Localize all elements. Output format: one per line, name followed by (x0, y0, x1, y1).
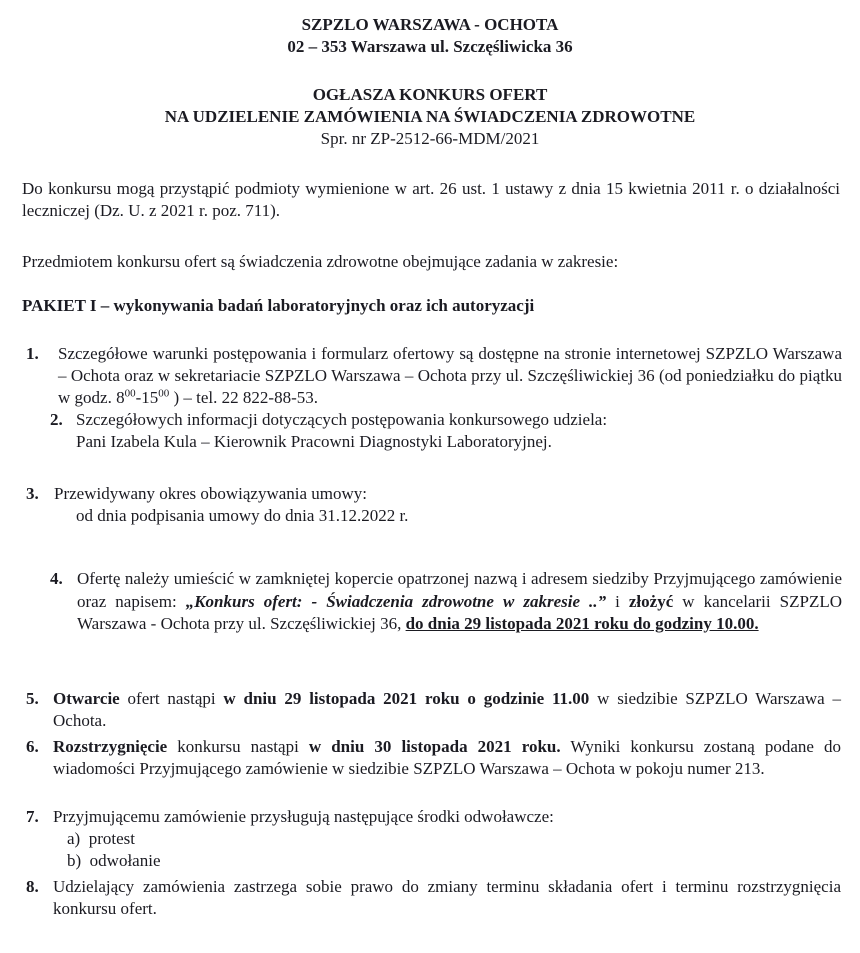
item-7-text: Przyjmującemu zamówienie przysługują następujące środki odwoławcze: a) protest b) odwołanie (53, 806, 841, 872)
org-name: SZPZLO WARSZAWA - OCHOTA (301, 15, 559, 34)
header-block (0, 14, 860, 58)
item-8-number: 8. (26, 877, 39, 896)
item-5-text: Otwarcie ofert nastąpi w dniu 29 listopada 2021 roku o godzinie 11.00 w siedzibie SZPZLO Warszawa – Ochota. (53, 689, 841, 730)
package-prefix: PAKIET I (22, 296, 97, 315)
item-1-text: Szczegółowe warunki postępowania i formularz ofertowy są dostępne na stronie internetowej SZPZLO Warszawa – Ochota oraz w sekretariacie SZPZLO Warszawa – Ochota przy ul. Szczęśliwickiej 36 (od poniedziałku do piątku w godz. $8^{00}-15^{00}$ ) – tel. 22 822-88-53. (58, 344, 842, 407)
item-2-text: Szczegółowych informacji dotyczących postępowania konkursowego udziela: Pani Izabela Kula – Kierownik Pracowni Diagnostyki Laboratoryjnej. (76, 410, 608, 451)
announcement-title: OGŁASZA KONKURS OFERT (312, 85, 548, 104)
subject-paragraph: Przedmiotem konkursu ofert są świadczenia zdrowotne obejmujące zadania w zakresie: (22, 252, 619, 271)
announcement-subject: NA UDZIELENIE ZAMÓWIENIA NA ŚWIADCZENIA ZDROWOTNE (164, 107, 696, 126)
deadline-text: do dnia 29 listopada 2021 roku do godziny 10.00. (405, 614, 759, 633)
item-6-text: Rozstrzygnięcie konkursu nastąpi w dniu 30 listopada 2021 roku. Wyniki konkursu zostaną podane do wiadomości Przyjmującego zamówienie w siedzibie SZPZLO Warszawa – Ochota w pokoju numer 213. (53, 737, 841, 778)
announcement-block (0, 84, 860, 150)
item-2-number: 2. (50, 410, 63, 429)
package-description: – wykonywania badań laboratoryjnych oraz ich autoryzacji (96, 296, 535, 315)
item-8-text: Udzielający zamówienia zastrzega sobie prawo do zmiany terminu składania ofert i terminu rozstrzygnięcia konkursu ofert. (53, 877, 841, 918)
item-4-number: 4. (50, 569, 63, 588)
list-item: a) protest (67, 829, 135, 848)
list-item: b) odwołanie (67, 851, 161, 870)
item-5-number: 5. (26, 689, 39, 708)
package-heading (22, 295, 840, 317)
eligibility-paragraph: Do konkursu mogą przystąpić podmioty wymienione w art. 26 ust. 1 ustawy z dnia 15 kwietnia 2011 r. o działalności leczniczej (Dz. U. z 2021 r. poz. 711). (22, 179, 840, 220)
org-address: 02 – 353 Warszawa ul. Szczęśliwicka 36 (287, 37, 573, 56)
item-6-number: 6. (26, 737, 39, 756)
item-3-number: 3. (26, 484, 39, 503)
reference-number: Spr. nr ZP-2512-66-MDM/2021 (320, 129, 540, 148)
item-3-text: Przewidywany okres obowiązywania umowy: od dnia podpisania umowy do dnia 31.12.2022 r. (54, 484, 409, 525)
item-1-number: 1. (26, 344, 39, 363)
item-7-number: 7. (26, 807, 39, 826)
item-4-text: Ofertę należy umieścić w zamkniętej kopercie opatrzonej nazwą i adresem siedziby Przyjmującego zamówienie oraz napisem: „Konkurs ofert: - Świadczenia zdrowotne w zakresie ..” i złożyć w kancelarii SZPZLO Warszawa - Ochota przy ul. Szczęśliwickiej 36, do dnia 29 listopada 2021 roku do godziny 10.00. (77, 569, 842, 633)
quote-text: „Konkurs ofert: - Świadczenia zdrowotne w zakresie .. (185, 591, 598, 611)
